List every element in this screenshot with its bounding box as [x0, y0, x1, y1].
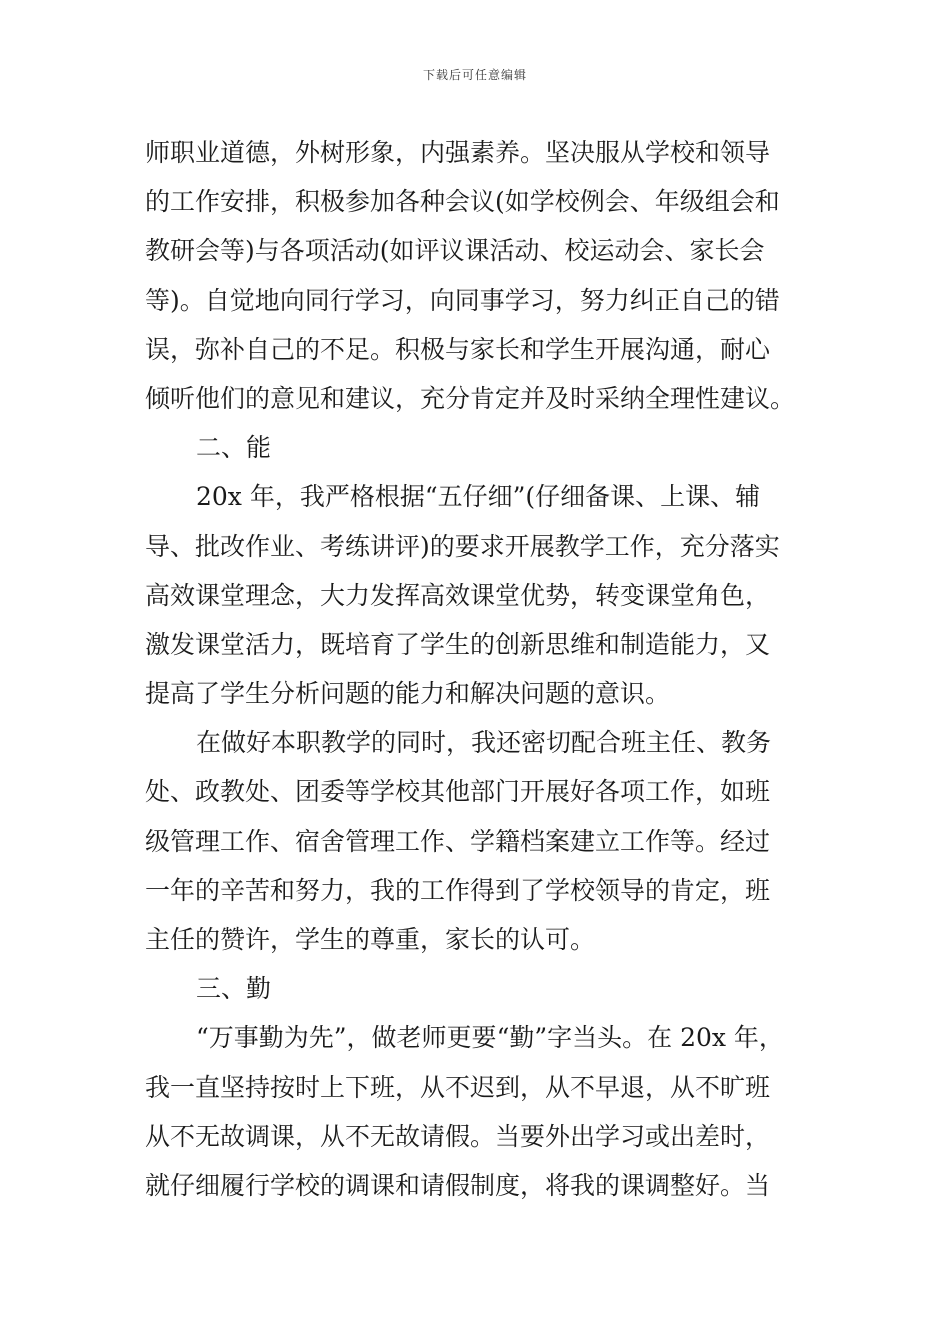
paragraph-line: 教研会等)与各项活动(如评议课活动、校运动会、家长会 — [145, 236, 765, 266]
paragraph-line: 高效课堂理念，大力发挥高效课堂优势，转变课堂角色， — [145, 580, 771, 610]
paragraph-line: 20x 年，我严格根据“五仔细”(仔细备课、上课、辅 — [196, 482, 761, 512]
document-body — [145, 128, 810, 1210]
paragraph-line: 我一直坚持按时上下班，从不迟到，从不早退，从不旷班 — [145, 1072, 771, 1102]
paragraph-line: 倾听他们的意见和建议，充分肯定并及时采纳全理性建议。 — [145, 383, 796, 413]
paragraph-line: 级管理工作、宿舍管理工作、学籍档案建立工作等。经过 — [145, 826, 771, 856]
paragraph-line: 就仔细履行学校的调课和请假制度，将我的课调整好。当 — [145, 1170, 771, 1200]
section-heading: 二、能 — [196, 433, 272, 463]
paragraph-line: 一年的辛苦和努力，我的工作得到了学校领导的肯定，班 — [145, 875, 771, 905]
paragraph-line: 误，弥补自己的不足。积极与家长和学生开展沟通，耐心 — [145, 334, 771, 364]
paragraph-line: 导、批改作业、考练讲评)的要求开展教学工作，充分落实 — [145, 531, 780, 561]
paragraph-line: 处、政教处、团委等学校其他部门开展好各项工作，如班 — [145, 777, 771, 807]
paragraph-line: 提高了学生分析问题的能力和解决问题的意识。 — [145, 679, 671, 709]
section-heading: 三、勤 — [196, 974, 272, 1004]
paragraph-line: 师职业道德，外树形象，内强素养。坚决服从学校和领导 — [145, 138, 771, 167]
paragraph-line: 主任的赞许，学生的尊重，家长的认可。 — [145, 925, 596, 954]
paragraph-line: 从不无故调课，从不无故请假。当要外出学习或出差时， — [145, 1121, 771, 1151]
paragraph-line: 的工作安排，积极参加各种会议(如学校例会、年级组会和 — [145, 187, 780, 217]
page-header: 下载后可任意编辑 — [422, 68, 527, 82]
paragraph-line: 在做好本职教学的同时，我还密切配合班主任、教务 — [196, 728, 772, 758]
paragraph-line: 等)。自觉地向同行学习，向同事学习，努力纠正自己的错 — [145, 285, 780, 315]
paragraph-line: 激发课堂活力，既培育了学生的创新思维和制造能力，又 — [145, 629, 771, 659]
paragraph-line: “万事勤为先”，做老师更要“勤”字当头。在 20x 年， — [196, 1023, 784, 1053]
